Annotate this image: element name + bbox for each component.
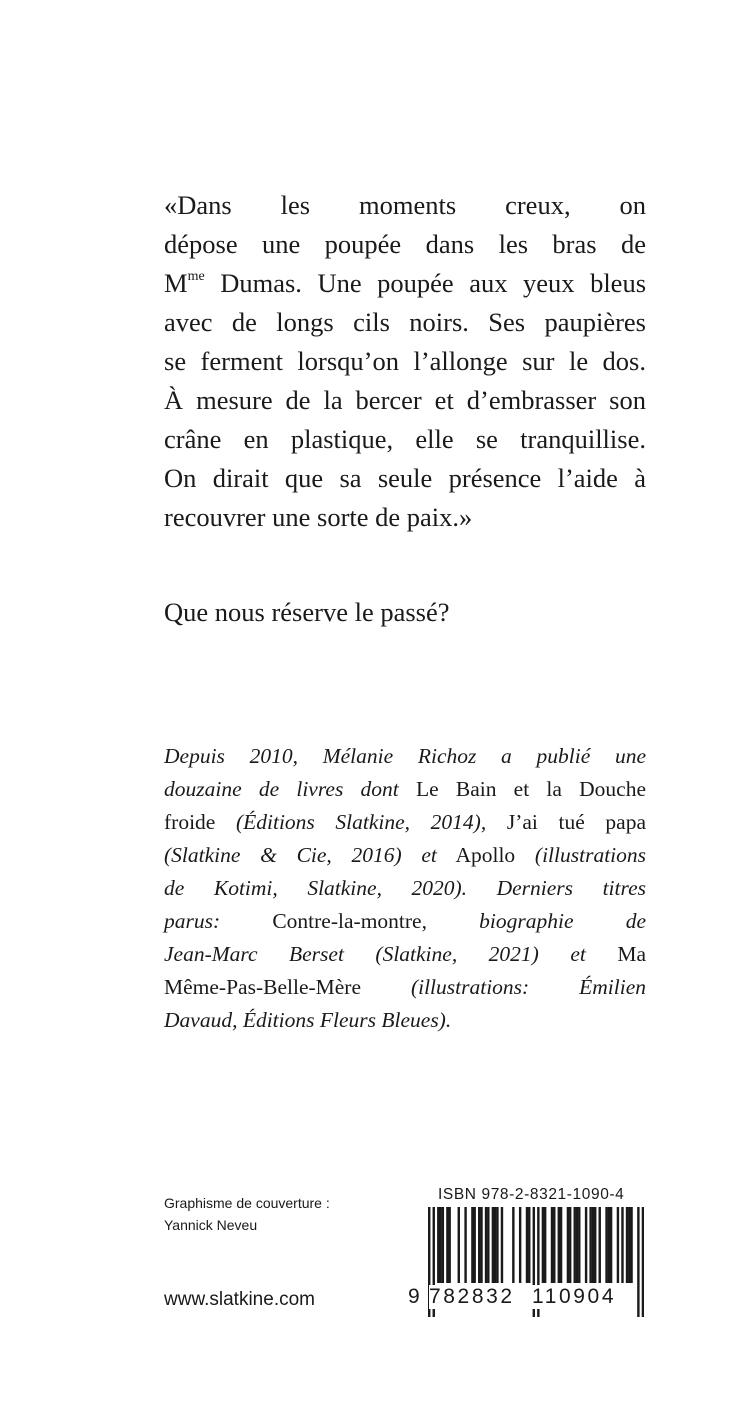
barcode-bar [442,1207,444,1283]
barcode-bar [626,1207,628,1283]
quote-line: crâne en plastique, elle se tranquillise. [164,424,646,454]
barcode-bar [458,1207,460,1283]
quote-line: recouvrer une sorte de paix.» [164,502,473,532]
barcode-bar [569,1207,571,1283]
barcode-bar [448,1207,450,1283]
quote-line: se ferment lorsqu’on l’allonge sur le dos. [164,346,646,376]
quote-line: «Dans les moments creux, on [164,190,646,220]
barcode-bar [487,1207,489,1283]
quote-line: On dirait que sa seule présence l’aide à [164,463,646,493]
barcode-digit-first: 9 [408,1285,423,1308]
barcode-bar [594,1207,596,1283]
barcode-bar [446,1207,448,1283]
quote-line: avec de longs cils noirs. Ses paupières [164,307,646,337]
honorific-superscript: me [187,269,205,285]
bio-line: Davaud, Éditions Fleurs Bleues). [164,1008,452,1032]
barcode-bar [526,1207,528,1283]
barcode-bar [542,1207,544,1283]
credit-name: Yannick Neveu [164,1217,258,1233]
barcode-bar [558,1207,560,1283]
barcode-bar [551,1207,553,1283]
barcode-bar [480,1207,482,1283]
barcode-bar [528,1207,530,1283]
barcode-bar [560,1207,562,1283]
barcode-bar [478,1207,480,1283]
barcode-bar [630,1207,632,1283]
barcode-bar [473,1207,475,1283]
quote-line-honorific [164,264,646,303]
barcode-bar [585,1207,587,1283]
honorific: M [164,268,188,298]
barcode-bar [439,1207,441,1283]
barcode-bar [496,1207,498,1283]
teaser-question: Que nous réserve le passé? [164,597,450,627]
barcode-bar [501,1207,503,1283]
barcode-bar [576,1207,578,1283]
barcode-bar [592,1207,594,1283]
barcode-bar [578,1207,580,1283]
barcode-bar [608,1207,610,1283]
barcode-bar [437,1207,439,1283]
barcode-bar [464,1207,466,1283]
bio-line: de Kotimi, Slatkine, 2020). Derniers titres [164,876,646,900]
barcode-bar [519,1207,521,1283]
bio-line: douzaine de livres dont Le Bain et la Douche [164,777,646,801]
barcode-guard-bar [637,1207,639,1317]
barcode-bar [492,1207,494,1283]
barcode-bar [544,1207,546,1283]
bio-line: froide (Éditions Slatkine, 2014), J’ai tué papa [164,810,646,834]
barcode-bar [617,1207,619,1283]
quote-line: dépose une poupée dans les bras de [164,229,646,259]
quote-line: À mesure de la bercer et d’embrasser son [164,385,646,415]
barcode-guard-bar [642,1207,644,1317]
barcode-bar [610,1207,612,1283]
bio-line: (Slatkine & Cie, 2016) et Apollo (illustrations [164,843,647,867]
cover-credit [164,1192,330,1236]
publisher-website: www.slatkine.com [164,1289,315,1310]
quote-line-text: Dumas. Une poupée aux yeux bleus [220,268,647,298]
barcode-bar [494,1207,496,1283]
barcode-digits-left: 782832 [429,1285,515,1308]
bio-line: Jean-Marc Berset (Slatkine, 2021) et Ma [164,942,646,966]
barcode-bar [605,1207,607,1283]
author-bio [164,740,646,1037]
barcode-bar [471,1207,473,1283]
barcode-bar [589,1207,591,1283]
barcode-digits-right: 110904 [532,1285,617,1308]
barcode-bar [574,1207,576,1283]
back-cover-quote [164,186,646,537]
barcode-bar [567,1207,569,1283]
barcode-bar [485,1207,487,1283]
bio-line: Depuis 2010, Mélanie Richoz a publié une [164,744,646,768]
barcode-bar [599,1207,601,1283]
isbn-label: ISBN 978-2-8321-1090-4 [438,1186,625,1203]
barcode-bar [628,1207,630,1283]
credit-label: Graphisme de couverture : [164,1195,330,1211]
bio-line: parus: Contre-la-montre, biographie de [164,909,646,933]
barcode-bar [553,1207,555,1283]
bio-line: Même-Pas-Belle-Mère (illustrations: Émilien [164,975,646,999]
barcode-bar [512,1207,514,1283]
barcode-bar [621,1207,623,1283]
